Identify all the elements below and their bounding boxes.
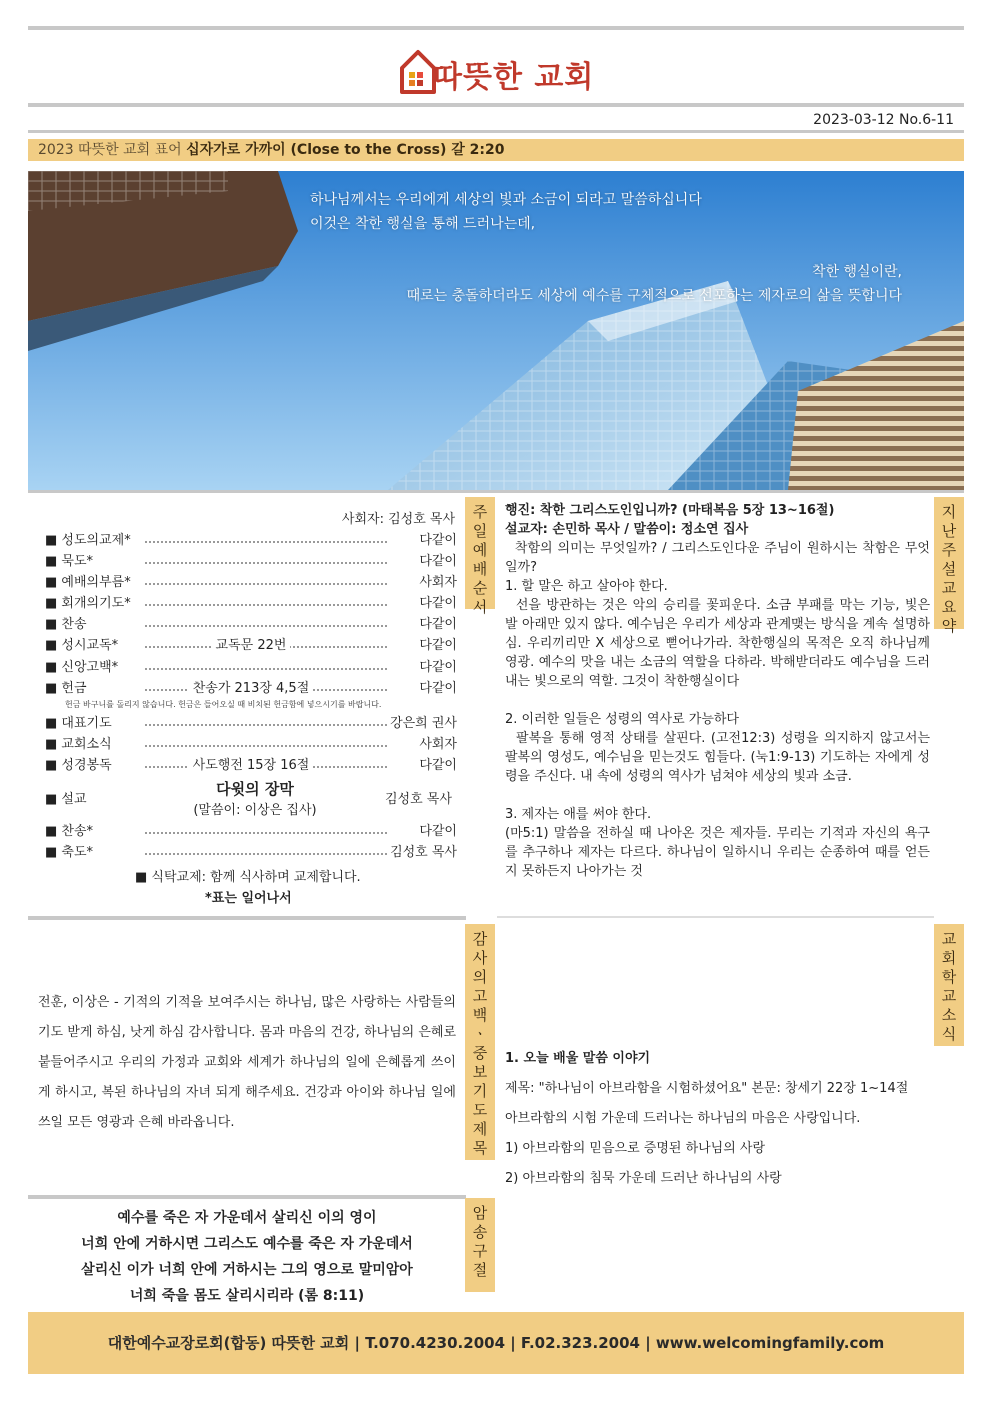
vertical-label-char: 사 [472,949,488,967]
vertical-label-char: 중 [472,1044,488,1062]
standing-note: *표는 일어나서 [205,891,292,906]
order-item-leader: 다같이 [419,533,457,548]
order-item-detail-wrap [45,636,457,656]
motto-bar [28,139,964,161]
order-item-leader: 다같이 [419,554,457,569]
vertical-label-char: 난 [941,522,957,540]
vertical-label-char: 지 [941,503,957,521]
summary-paragraph [505,691,930,710]
vertical-label-char: 순 [472,579,488,597]
vertical-label-char: ㆍ [472,1025,488,1043]
vertical-label-char: 송 [472,1223,488,1241]
order-item-name: ■ 헌금 [45,681,87,696]
order-item-leader: 다같이 [419,758,457,773]
hero-image [28,171,964,490]
vertical-label-char: 감 [472,930,488,948]
footer-contact: 대한예수교장로회(합동) 따뜻한 교회 | T.070.4230.2004 | F.02.323.2004 | www.welcomingfamily.com [28,1312,964,1374]
sermon-label: ■ 설교 [45,792,87,807]
order-row [45,573,457,593]
order-item-leader: 다같이 [419,596,457,611]
school-line-1: 제목: "하나님이 아브라함을 시험하셨어요" 본문: 창세기 22장 1~14절 [505,1081,909,1096]
order-row [45,679,457,699]
header-rule [28,103,964,107]
church-name: 따뜻한 교회 [433,60,595,95]
hero-line-2: 이것은 착한 행실을 통해 드러나는데, [310,216,536,232]
summary-paragraph: 팔복을 통해 영적 상태를 살핀다. (고전12:3) 성령을 의지하지 않고서는 팔복의 영성도, 예수님을 믿는것도 힘들다. (눅1:9-13) 기도하는 자에게 성령을 주신다. 내 속에 성령의 역사가 넘쳐야 세상의 빛과 소금. [505,731,935,784]
vertical-label-char: 암 [472,1204,488,1222]
memory-line-2: 너희 안에 거하시면 그리스도 예수를 죽은 자 가운데서 [81,1236,413,1252]
order-row [45,658,457,678]
vertical-label-char: 백 [472,1006,488,1024]
summary-paragraph: (마5:1) 말씀을 전하실 때 나아온 것은 제자들. 무리는 기적과 자신의 욕구를 추구하나 제자는 다르다. 하나님이 일하시니 우리는 순종하여 때를 얻든지 못하든지 나아가는 것 [505,826,930,879]
vertical-label-text [934,930,964,1044]
order-item-name: ■ 성경봉독 [45,758,112,773]
memory-rule [28,1195,466,1199]
memory-label [465,1198,495,1292]
vertical-label-char: 절 [472,1261,488,1279]
vertical-label-text [465,503,495,617]
dot-leader [145,832,387,834]
order-item-name: ■ 교회소식 [45,737,112,752]
school-label [934,924,964,1046]
summary-paragraph: 선을 방관하는 것은 악의 승리를 꽃피운다. 소금 부패를 막는 기능, 빛은 발 아래만 있지 않다. 예수님은 우리가 세상과 관계맺는 방식을 계속 설명하심. 우리끼리만 X 세상으로 뻗어나가라. 착한행실의 목적은 오직 하나님께 영광. 예수의 맛을 내는 소금의 역할을 다하라. 박해받더라도 예수님을 드러내는 빛으로의 역할. 그것이 착한행실이다 [505,598,935,689]
vertical-label-char: 목 [472,1139,488,1157]
dot-leader [145,853,387,855]
school-line-4: 2) 아브라함의 침묵 가운데 드러난 하나님의 사랑 [505,1171,782,1186]
hero-line-3: 착한 행실이란, [811,264,902,280]
vertical-label-char: 의 [472,968,488,986]
dot-leader [145,625,387,627]
worship-order-label [465,497,495,616]
presider: 사회자: 김성호 목사 [341,512,455,527]
vertical-label-char: 학 [941,968,957,986]
order-row [45,594,457,614]
vertical-label-char: 설 [941,560,957,578]
order-item-leader: 다같이 [419,638,457,653]
vertical-label-char: 구 [472,1242,488,1260]
order-item-leader: 김성호 목사 [390,845,457,860]
summary-paragraph: 착함의 의미는 무엇일까? / 그리스도인다운 주님이 원하시는 착함은 무엇일까? [505,541,930,575]
order-row [45,822,457,842]
memory-verse [28,1205,466,1309]
order-item-name: ■ 대표기도 [45,716,112,731]
vertical-label-text [465,930,495,1158]
order-row [45,636,457,656]
hero-bottom-rule [28,490,964,493]
order-item-leader: 다같이 [419,617,457,632]
order-item-name: ■ 신앙고백* [45,660,119,675]
vertical-label-char: 제 [472,1120,488,1138]
order-item-name: ■ 축도* [45,845,94,860]
memory-line-3: 살리신 이가 너희 안에 거하시는 그의 영으로 말미암아 [81,1262,413,1278]
top-rule [28,26,964,30]
order-item-leader: 다같이 [419,681,457,696]
sermon-title: 다윗의 장막 [216,780,294,798]
vertical-label-text [465,1204,495,1280]
mid-rule-left [28,916,466,920]
vertical-label-char: 일 [472,522,488,540]
order-row [45,735,457,755]
summary-paragraph: 1. 할 말은 하고 살아야 한다. [505,579,668,594]
memory-line-4: 너희 죽을 몸도 살리시리라 (롬 8:11) [129,1288,365,1304]
order-item-detail-wrap [45,756,457,776]
sermon-preacher: 김성호 목사 [385,792,452,807]
order-item-detail: 교독문 22번 [212,638,291,653]
dot-leader [145,724,387,726]
summary-paragraph: 2. 이러한 일들은 성령의 역사로 가능하다 [505,712,739,727]
motto-prefix: 2023 따뜻한 교회 표어 [38,142,182,158]
dot-leader [145,583,387,585]
date-issue: 2023-03-12 No.6-11 [813,112,954,128]
dot-leader [145,604,387,606]
date-rule [28,130,964,133]
order-item-name: ■ 성시교독* [45,638,119,653]
vertical-label-char: 회 [941,949,957,967]
sermon-block [150,778,360,818]
order-item-leader: 다같이 [419,824,457,839]
summary-label [934,497,964,635]
summary-paragraphs [505,539,935,881]
order-row [45,756,457,776]
order-row [45,843,457,863]
dot-leader [145,668,387,670]
vertical-label-char: 배 [472,560,488,578]
order-item-name: ■ 묵도* [45,554,94,569]
school-line-2: 아브라함의 시험 가운데 드러나는 하나님의 마음은 사랑입니다. [505,1111,861,1126]
order-item-name: ■ 찬송 [45,617,87,632]
vertical-label-char: 고 [472,987,488,1005]
vertical-label-char: 약 [941,617,957,635]
vertical-label-char: 교 [941,579,957,597]
vertical-label-char: 서 [472,598,488,616]
summary-subtitle: 설교자: 손민하 목사 / 말씀이: 정소연 집사 [505,522,749,537]
vertical-label-char: 식 [941,1025,957,1043]
dot-leader [145,562,387,564]
offering-note: 헌금 바구니를 돌리지 않습니다. 헌금은 들어오실 때 비치된 헌금함에 넣으시기를 바랍니다. [65,700,382,709]
order-item-name: ■ 회개의기도* [45,596,131,611]
order-item-name: ■ 찬송* [45,824,94,839]
order-row [45,531,457,551]
order-item-detail: 찬송가 213장 4,5절 [189,681,314,696]
dot-leader [145,745,387,747]
vertical-label-text [934,503,964,636]
school-heading: 1. 오늘 배울 말씀 이야기 [505,1051,651,1066]
vertical-label-char: 교 [941,987,957,1005]
prayer-label [465,924,495,1160]
order-row [45,552,457,572]
summary-paragraph: 3. 제자는 애를 써야 한다. [505,807,652,822]
summary-paragraph [505,786,930,805]
order-item-leader: 다같이 [419,660,457,675]
school-line-3: 1) 아브라함의 믿음으로 증명된 하나님의 사랑 [505,1141,766,1156]
vertical-label-char: 보 [472,1063,488,1081]
prayer-text: 전훈, 이상은 - 기적의 기적을 보여주시는 하나님, 많은 사랑하는 사람들의 기도 받게 하심, 낫게 하심 감사합니다. 몸과 마음의 건강, 하나님의 은혜로 붙들어주시고 우리의 가정과 교회와 세계가 하나님의 일에 은혜롭게 쓰이게 하시고, 복된 하나님의 자녀 되게 해주세요. 건강과 아이와 하나님 일에 쓰일 모든 영광과 은혜 바라옵니다. [38,995,456,1130]
order-item-leader: 사회자 [419,575,457,590]
memory-line-1: 예수를 죽은 자 가운데서 살리신 이의 영이 [117,1210,377,1226]
hero-line-4: 때로는 충돌하더라도 세상에 예수를 구체적으로 선포하는 제자로의 삶을 뜻합니다 [406,288,902,304]
vertical-label-char: 주 [472,503,488,521]
order-item-detail-wrap [45,679,457,699]
summary-block [505,501,935,881]
vertical-label-char: 주 [941,541,957,559]
order-row [45,615,457,635]
sermon-speaker-note: (말씀이: 이상은 집사) [193,803,317,818]
order-item-leader: 사회자 [419,737,457,752]
vertical-label-char: 도 [472,1101,488,1119]
vertical-label-char: 소 [941,1006,957,1024]
mid-rule-right [497,916,934,918]
dot-leader [145,541,387,543]
order-item-name: ■ 성도의교제* [45,533,131,548]
order-item-name: ■ 예배의부름* [45,575,131,590]
vertical-label-char: 예 [472,541,488,559]
meal-note: ■ 식탁교제: 함께 식사하며 교제합니다. [135,870,361,885]
motto-main: 십자가로 가까이 (Close to the Cross) 갈 2:20 [186,142,505,158]
vertical-label-char: 요 [941,598,957,616]
order-item-detail: 사도행전 15장 16절 [189,758,314,773]
vertical-label-char: 기 [472,1082,488,1100]
summary-title: 행진: 착한 그리스도인입니까? (마태복음 5장 13~16절) [505,503,835,518]
vertical-label-char: 교 [941,930,957,948]
hero-line-1: 하나님께서는 우리에게 세상의 빛과 소금이 되라고 말씀하십니다 [310,192,702,208]
order-item-leader: 강은희 권사 [390,716,457,731]
order-row [45,714,457,734]
